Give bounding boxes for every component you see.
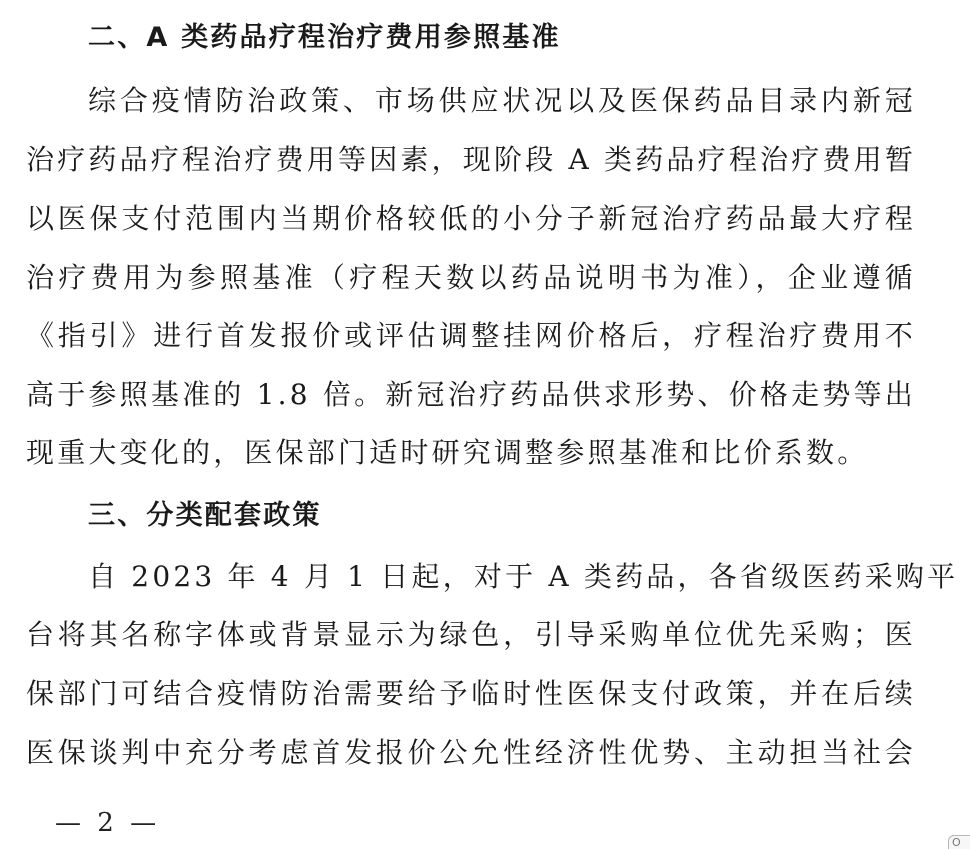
paragraph-line: 医保谈判中充分考虑首发报价公允性经济性优势、主动担当社会 xyxy=(26,736,916,769)
paragraph-line: 现重大变化的，医保部门适时研究调整参照基准和比价系数。 xyxy=(26,436,869,469)
paragraph-line: 自 2023 年 4 月 1 日起，对于 A 类药品，各省级医药采购平 xyxy=(88,560,959,593)
section-3-heading: 三、分类配套政策 xyxy=(88,500,322,531)
paragraph-line: 《指引》进行首发报价或评估调整挂网价格后，疗程治疗费用不 xyxy=(26,319,916,352)
paragraph-line: 治疗药品疗程治疗费用等因素，现阶段 A 类药品疗程治疗费用暂 xyxy=(26,143,917,176)
paragraph-line: 治疗费用为参照基准（疗程天数以药品说明书为准），企业遵循 xyxy=(26,261,916,294)
page-number: — 2 — xyxy=(55,808,161,838)
paragraph-line: 综合疫情防治政策、市场供应状况以及医保药品目录内新冠 xyxy=(88,84,916,117)
paragraph-line: 以医保支付范围内当期价格较低的小分子新冠治疗药品最大疗程 xyxy=(26,202,916,235)
paragraph-line: 保部门可结合疫情防治需要给予临时性医保支付政策，并在后续 xyxy=(26,677,916,710)
corner-watermark-icon: O xyxy=(948,835,970,849)
section-2-heading: 二、A 类药品疗程治疗费用参照基准 xyxy=(88,22,561,53)
paragraph-line: 高于参照基准的 1.8 倍。新冠治疗药品供求形势、价格走势等出 xyxy=(26,378,916,411)
paragraph-line: 台将其名称字体或背景显示为绿色，引导采购单位优先采购；医 xyxy=(26,618,916,651)
